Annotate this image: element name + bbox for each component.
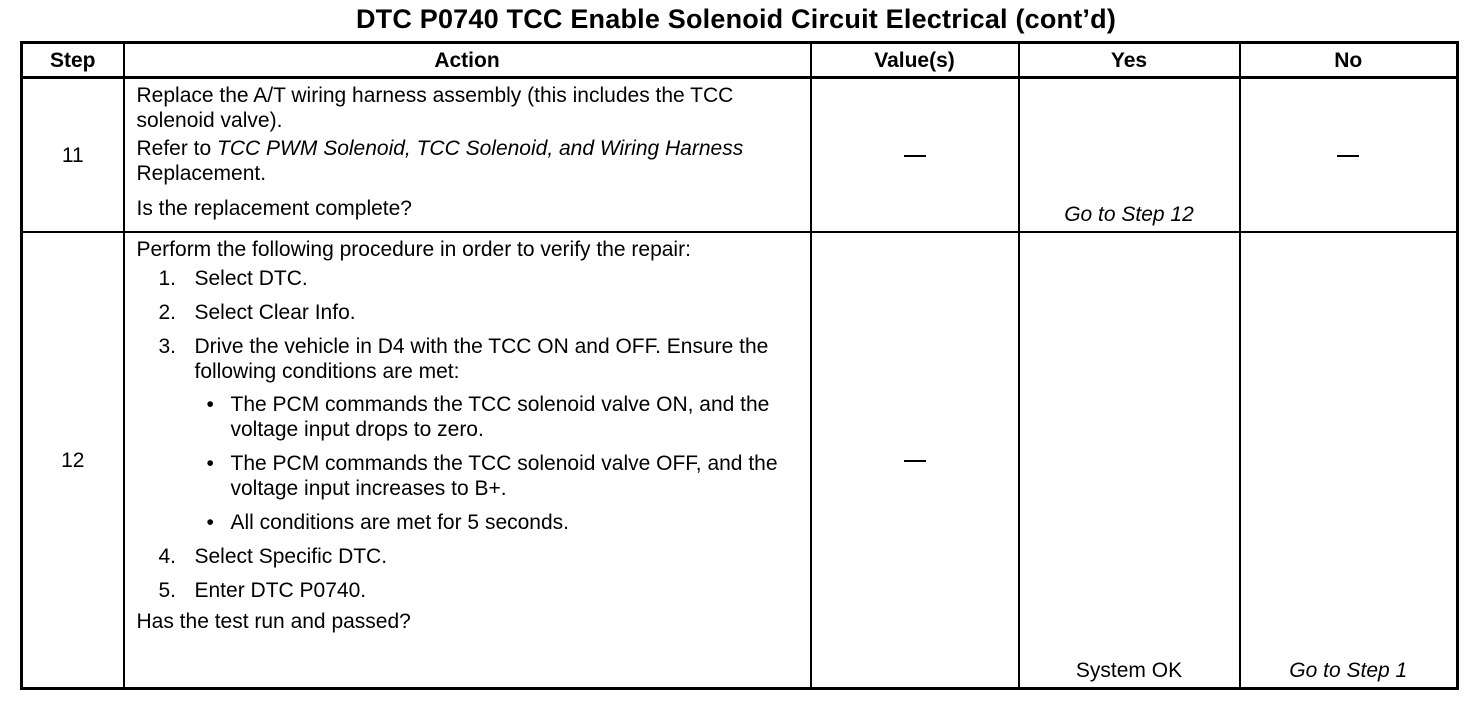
bullet-icon: • [206, 393, 214, 416]
procedure-step [137, 300, 800, 325]
reference-title: TCC PWM Solenoid, TCC Solenoid, and Wiring Harness [217, 137, 744, 160]
condition-item [195, 451, 800, 501]
procedure-step [137, 266, 800, 291]
header-yes: Yes [1019, 43, 1240, 78]
step-number: 11 [22, 78, 124, 233]
action-cell [124, 78, 811, 233]
step-text: Select DTC. [194, 267, 308, 290]
condition-text: The PCM commands the TCC solenoid valve OFF, and the voltage input increases to B+. [230, 452, 778, 500]
header-row [22, 43, 1458, 78]
table-row [22, 78, 1458, 233]
step-index: 5. [158, 579, 177, 602]
reference-prefix: Refer to [136, 137, 218, 160]
yes-cell [1019, 78, 1240, 233]
value-cell [811, 232, 1019, 689]
step-text: Enter DTC P0740. [194, 579, 367, 602]
action-text: Replace the A/T wiring harness assembly (this includes the TCC solenoid valve). [136, 84, 734, 132]
diagnostic-table [20, 41, 1459, 690]
yes-cell [1019, 232, 1240, 689]
value-dash [904, 460, 926, 462]
step-index: 1. [158, 267, 177, 290]
header-action: Action [124, 43, 811, 78]
procedure-list [137, 266, 800, 603]
bullet-icon: • [206, 511, 214, 534]
yes-outcome: System OK [1075, 659, 1183, 682]
no-cell [1240, 78, 1458, 233]
value-cell [811, 78, 1019, 233]
no-cell [1240, 232, 1458, 689]
condition-item [195, 392, 800, 442]
table-row [22, 232, 1458, 689]
procedure-step [137, 578, 800, 603]
procedure-step [137, 334, 800, 535]
action-intro: Perform the following procedure in order to verify the repair: [136, 238, 691, 261]
condition-list [195, 392, 800, 535]
yes-outcome-link[interactable]: Go to Step 12 [1064, 203, 1194, 226]
step-text: Select Clear Info. [194, 301, 356, 324]
condition-text: All conditions are met for 5 seconds. [230, 511, 570, 534]
step-text: Drive the vehicle in D4 with the TCC ON and OFF. Ensure the following conditions are met: [194, 335, 769, 383]
bullet-icon: • [206, 452, 214, 475]
action-question: Is the replacement complete? [136, 197, 412, 220]
step-index: 4. [158, 545, 177, 568]
procedure-step [137, 544, 800, 569]
action-cell [124, 232, 811, 689]
condition-item [195, 510, 800, 535]
no-outcome-link[interactable]: Go to Step 1 [1289, 659, 1408, 682]
header-step: Step [22, 43, 124, 78]
step-text: Select Specific DTC. [194, 545, 388, 568]
value-dash [904, 155, 926, 157]
condition-text: The PCM commands the TCC solenoid valve ON, and the voltage input drops to zero. [230, 393, 770, 441]
action-question: Has the test run and passed? [136, 610, 411, 633]
page-title: DTC P0740 TCC Enable Solenoid Circuit Electrical (cont’d) [355, 4, 1117, 34]
header-no: No [1240, 43, 1458, 78]
no-dash [1337, 155, 1359, 157]
action-reference [137, 136, 800, 186]
header-values: Value(s) [811, 43, 1019, 78]
reference-suffix: Replacement. [136, 162, 267, 185]
step-index: 3. [158, 335, 177, 358]
step-number: 12 [22, 232, 124, 689]
step-index: 2. [158, 301, 177, 324]
